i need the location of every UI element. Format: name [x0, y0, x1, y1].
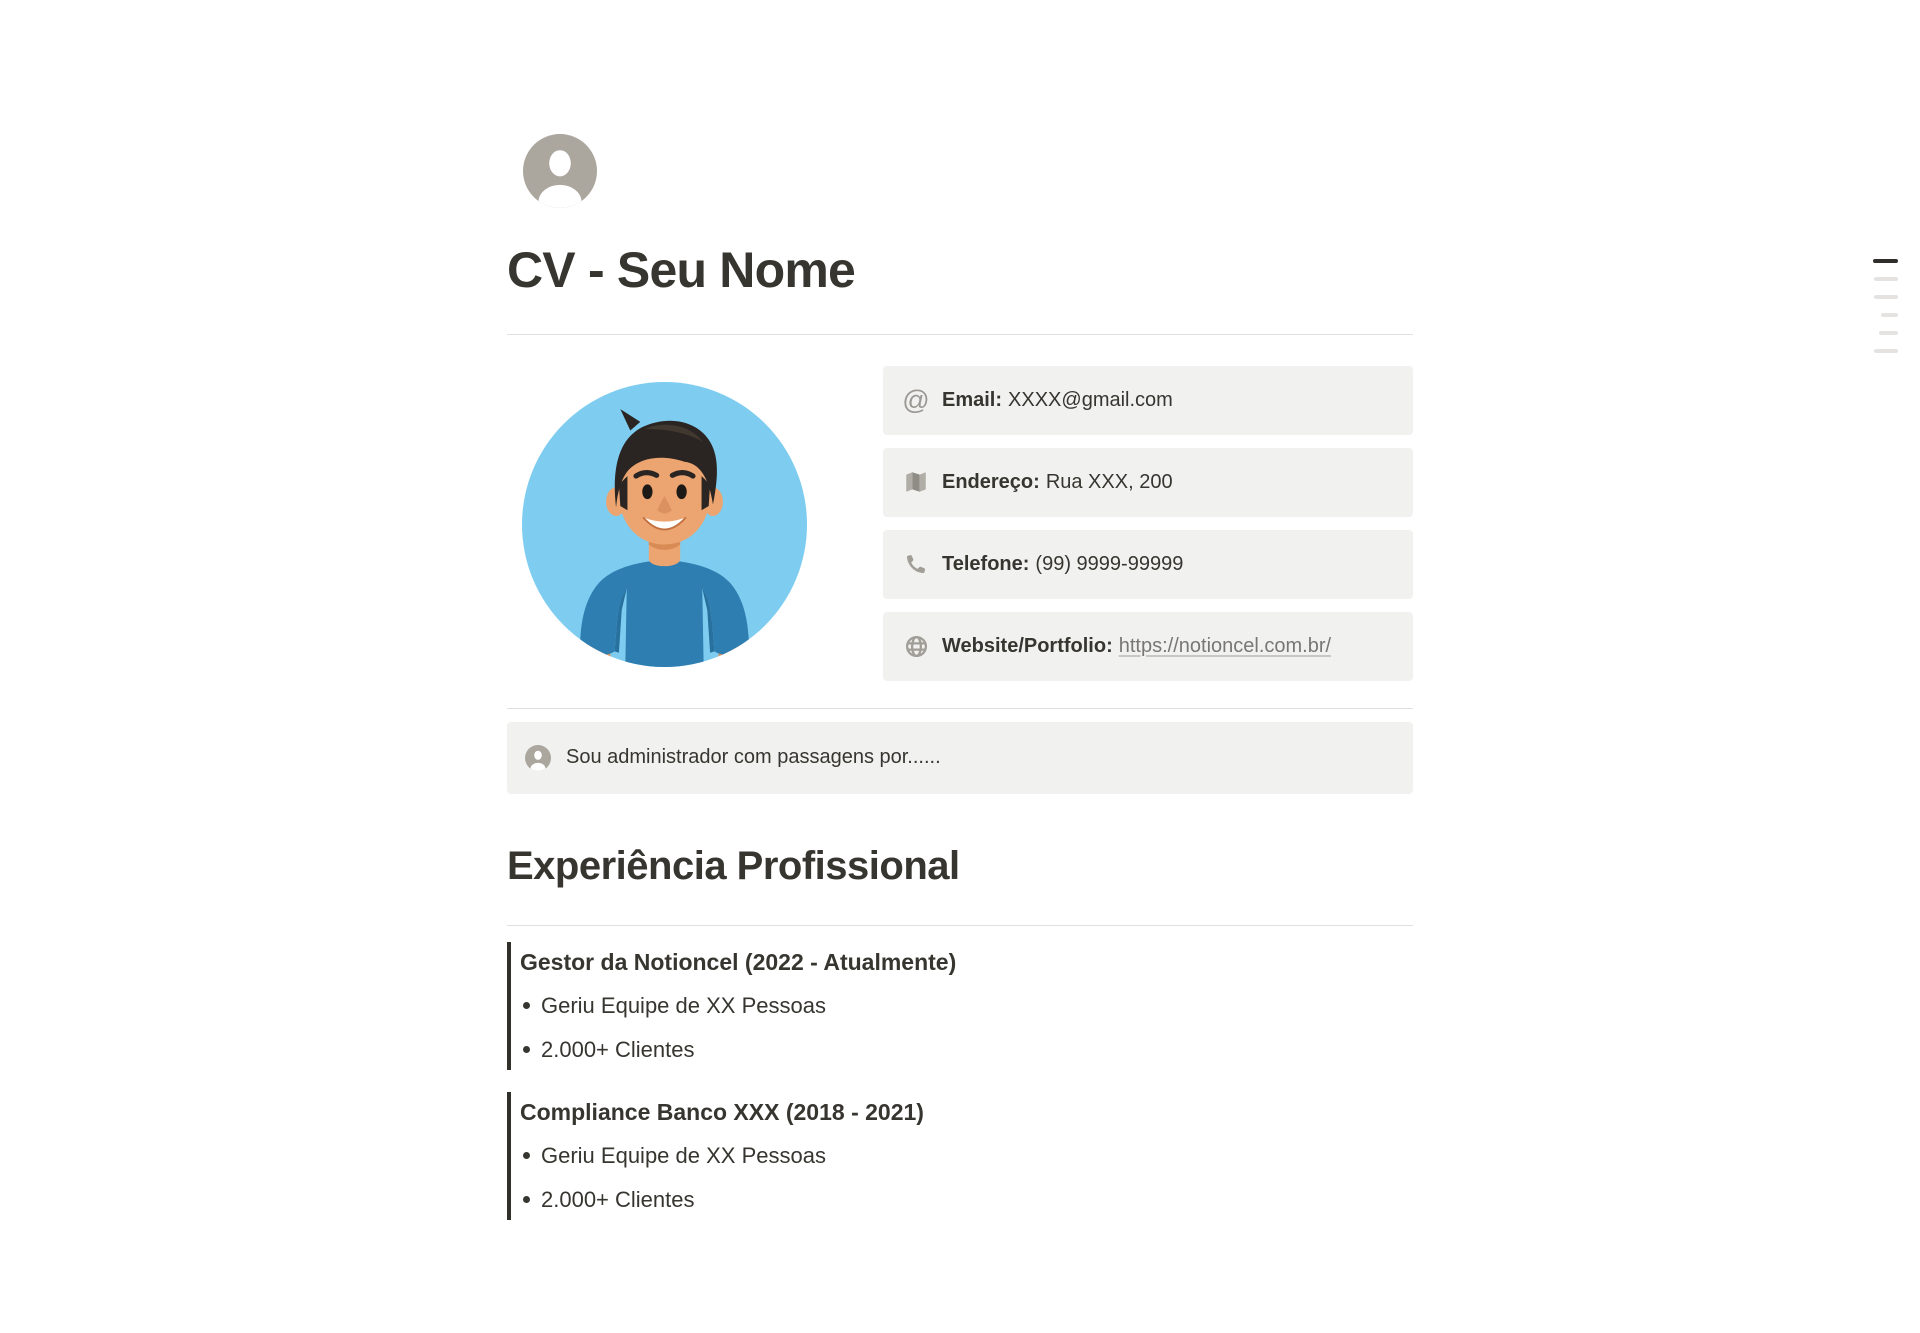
outline-bar[interactable]: [1874, 295, 1898, 299]
page-title: CV - Seu Nome: [507, 242, 855, 298]
outline-bar[interactable]: [1879, 331, 1898, 335]
cartoon-man-avatar[interactable]: [522, 382, 807, 667]
user-circle-icon: [523, 134, 597, 208]
job-bullet: [520, 1141, 1413, 1171]
contact-value: Rua XXX, 200: [1045, 470, 1173, 493]
job-bullet: [520, 991, 1413, 1021]
contact-list: [883, 366, 1413, 681]
job-bullet-text: 2.000+ Clientes: [541, 1186, 695, 1212]
profile-section: [507, 366, 1413, 681]
outline-bar[interactable]: [1874, 277, 1898, 281]
contact-website: [883, 612, 1413, 681]
contact-label: Email:: [942, 388, 1003, 411]
job-bullet-text: Geriu Equipe de XX Pessoas: [541, 1142, 826, 1168]
phone-icon: [903, 551, 929, 577]
job-bullet-list: [520, 991, 1413, 1065]
divider: [507, 708, 1413, 709]
bullet-dot: [523, 1046, 530, 1053]
contact-label: Website/Portfolio:: [942, 634, 1113, 657]
bullet-dot: [523, 1196, 530, 1203]
at-sign-icon: @: [902, 384, 930, 415]
job-bullet-list: [520, 1141, 1413, 1215]
summary-text: Sou administrador com passagens por......: [566, 746, 941, 768]
contact-label: Endereço:: [942, 470, 1040, 493]
bullet-dot: [523, 1152, 530, 1159]
divider: [507, 334, 1413, 335]
contact-address: [883, 448, 1413, 517]
contact-value: XXXX@gmail.com: [1008, 388, 1173, 411]
experience-job: [507, 942, 1413, 1070]
job-bullet-text: Geriu Equipe de XX Pessoas: [541, 992, 826, 1018]
avatar-column: [507, 366, 807, 681]
job-title: Gestor da Notioncel (2022 - Atualmente): [520, 948, 957, 975]
person-circle-icon: [525, 745, 551, 771]
page-icon[interactable]: [523, 134, 597, 208]
divider: [507, 925, 1413, 926]
page-body: [507, 134, 1413, 1220]
job-bullet: [520, 1185, 1413, 1215]
contact-label: Telefone:: [942, 552, 1030, 575]
job-title: Compliance Banco XXX (2018 - 2021): [520, 1098, 924, 1125]
contact-value: (99) 9999-99999: [1035, 552, 1184, 575]
outline-bar-active[interactable]: [1873, 259, 1898, 263]
outline-bar[interactable]: [1881, 313, 1898, 317]
summary-callout: [507, 722, 1413, 794]
job-bullet: [520, 1035, 1413, 1065]
section-heading-experience: Experiência Profissional: [507, 843, 960, 888]
job-bullet-text: 2.000+ Clientes: [541, 1036, 695, 1062]
website-link[interactable]: https://notioncel.com.br/: [1118, 634, 1332, 657]
contact-phone: [883, 530, 1413, 599]
contact-email: [883, 366, 1413, 435]
experience-job: [507, 1092, 1413, 1220]
outline-indicator[interactable]: [1873, 259, 1898, 353]
map-icon: [903, 469, 929, 495]
outline-bar[interactable]: [1874, 349, 1898, 353]
bullet-dot: [523, 1002, 530, 1009]
globe-icon: [903, 633, 929, 659]
